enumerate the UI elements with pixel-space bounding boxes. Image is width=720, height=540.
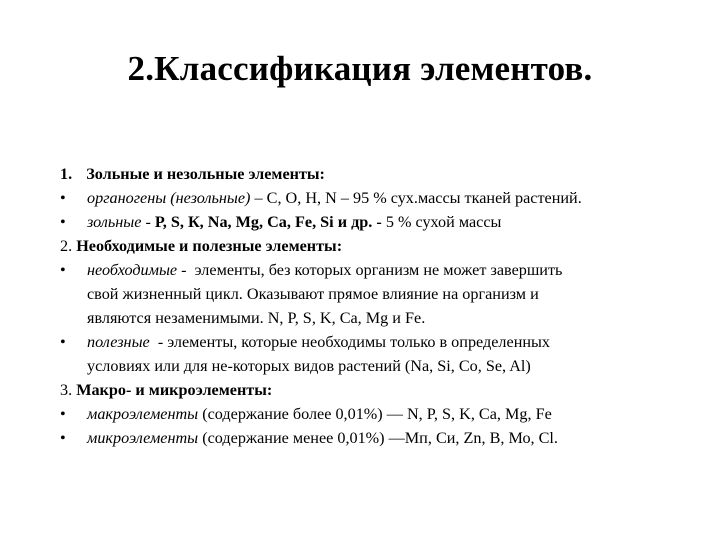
bullet-term: органогены (незольные) [87, 189, 251, 207]
bullet-icon: • [60, 405, 66, 423]
bullet-icon: • [60, 261, 66, 279]
bullet-microelements [60, 426, 710, 450]
slide-title: 2.Классификация элементов. [127, 49, 593, 88]
section-number: 2. [60, 237, 73, 255]
bullet-text: (содержание менее 0,01%) —Мп, Си, Zn, В, Мо, Cl. [198, 429, 558, 447]
bullet-organogens [60, 186, 710, 210]
bullet-term: зольные [87, 213, 142, 231]
section-heading-text: Необходимые и полезные элементы: [76, 237, 343, 255]
bullet-essential-continuation: свой жизненный цикл. Оказывают прямое влияние на организм и [87, 285, 539, 303]
bullet-icon: • [60, 333, 66, 351]
bullet-icon: • [60, 189, 66, 207]
bullet-text: - [141, 213, 155, 231]
section-heading-2 [60, 234, 710, 258]
bullet-essential [60, 258, 710, 282]
section-number: 3. [60, 381, 73, 399]
bullet-term: макроэлементы [87, 405, 199, 423]
bullet-text: – С, О, Н, N – 95 % сух.массы тканей растений. [250, 189, 582, 207]
bullet-term: необходимые [87, 261, 178, 279]
bullet-text: (содержание более 0,01%) — N, P, S, K, Ca, Mg, Fe [198, 405, 552, 423]
bullet-text: - элементы, которые необходимы только в определенных [149, 333, 550, 351]
bullet-text: - элементы, без которых организм не может завершить [177, 261, 563, 279]
section-heading-text: Макро- и микроэлементы: [76, 381, 273, 399]
bullet-text-end: 5 % сухой массы [381, 213, 502, 231]
bullet-element-list: Р, S, К, Na, Mg, Ca, Fe, Si и др. - [154, 213, 382, 231]
bullet-icon: • [60, 429, 66, 447]
section-heading-1 [60, 162, 710, 186]
bullet-term: полезные [87, 333, 150, 351]
bullet-ash-elements [60, 210, 710, 234]
bullet-beneficial [60, 330, 710, 354]
bullet-beneficial-continuation: условиях или для не-которых видов растений (Na, Si, Co, Se, Al) [87, 357, 531, 375]
slide-content [60, 162, 710, 450]
section-number: 1. [60, 165, 73, 183]
section-heading-3 [60, 378, 710, 402]
section-heading-text: Зольные и незольные элементы: [86, 165, 325, 183]
bullet-macroelements [60, 402, 710, 426]
bullet-icon: • [60, 213, 66, 231]
bullet-term: микроэлементы [87, 429, 199, 447]
bullet-essential-continuation: являются незаменимыми. N, P, S, K, Ca, Mg и Fe. [87, 309, 426, 327]
